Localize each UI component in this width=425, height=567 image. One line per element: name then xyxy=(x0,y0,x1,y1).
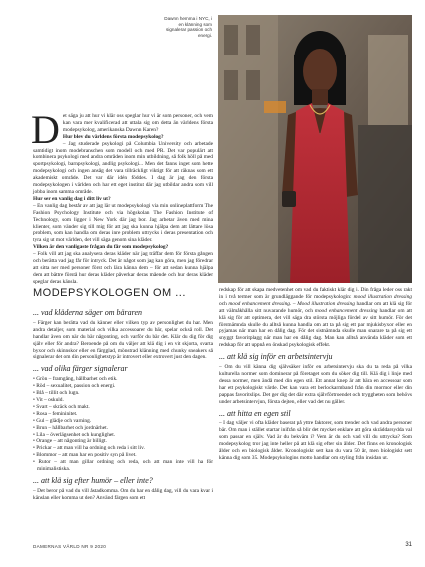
paragraph-clothes-say: – Färger kan berätta vad du känner eller vilken typ av personlighet du har. Men andra detaljer, som material och vilka accessoarer du bär, spelar också roll. Det handlar även om när du bär någonting, och varför du bär det. Klär du dig för dig själv eller för andra? Beroende på om du väljer att klä dig i en vit skjorta, svarta byxor och skinnskor eller en färgglad, mönstrad klänning med chunky sneakers så signalerar det om din personlighetstyp är introvert eller extrovert just den dagen. xyxy=(33,319,213,361)
photo-caption: Dawnn hemma i NYC, i en klänning som signalerar passion och energi. xyxy=(164,16,212,38)
color-item: • Rutor – att man gillar ordning och reda, och att man inte vill ha för minimalistiska. xyxy=(33,459,213,473)
left-column xyxy=(33,305,213,502)
drop-cap: D xyxy=(31,107,60,152)
color-item: • Orange – att någonting är billigt. xyxy=(33,438,107,445)
question-2: Hur ser en vanlig dag i ditt liv ut? xyxy=(33,195,111,202)
paragraph-own-style: – I dag väljer vi ofta kläder baserat på yttre faktorer, som trender och vad andra personer bär. Om man i stället startar inifrån så blir det mycket enklare att göra skräddarsydda val som passar en själv. Vad är du bekväm i? Vem är du och vad vill du uttrycka? Som modepsykolog tror jag inte heller på att klä sig efter sin ålder. Det finns en kronologisk ålder och en biologisk ålder. Kronologiskt sett kan du vara 50 år, men biologiskt sett känna dig som 35. Modepsykologins motto handlar om styling från insidan ut. xyxy=(219,420,412,461)
color-item: • Svart – skräck och makt. xyxy=(33,403,90,410)
intro-interview xyxy=(31,107,213,286)
question-3: Vilken är den vanligaste frågan du får som modepsykolog? xyxy=(33,244,169,251)
answer-1: – Jag studerade psykologi på Columbia University och arbetade samtidigt inom modebranschen som modell och med PR. Det var populärt att kombinera psykologi med andra områden inom min utbildning, så folk höll på med sportpsykologi, barnpsykologi, andlig psykologi... Men det fanns inget som hette modepsykologi och ingen ansåg det vara tillräckligt viktigt för att räknas som ett akademiskt område. Det var där idén föddes. I dag är jag den första modepsykologen i världen och har ett eget institut där jag utbildar andra som vill jobba inom samma område. xyxy=(33,140,213,195)
color-item: • Grön – framgång, hållbarhet och etik. xyxy=(33,376,118,383)
color-item: • Vit – oskuld. xyxy=(33,396,64,403)
color-item: • Blommor – att man har en positiv syn på livet. xyxy=(33,452,137,459)
portrait-illustration xyxy=(218,15,412,283)
paragraph-mood: – Det beror på vad du vill åstadkomma. Om du har en dålig dag, vill du vara kvar i känslan eller komma ut den? Använd färgen som ett xyxy=(33,487,213,501)
right-column xyxy=(219,287,412,462)
portrait-photo xyxy=(218,15,412,283)
subhead-interview: ... att klä sig inför en arbetsintervju xyxy=(219,352,333,362)
section-title: MODEPSYKOLOGEN OM ... xyxy=(33,287,186,299)
question-1: Hur blev du världens första modepsykolog? xyxy=(62,133,164,140)
paragraph-interview: – Om du vill känna dig självsäker inför en arbetsintervju ska du ta reda på vilka kulturella normer som dominerar på företaget som du söker dig till. Klä dig i linje med dessa normer, men ändå med din egen stil. Ett annat knep är att bära en accessoar som har ett psykologiskt värde. Det kan vara ett berlockarmband från din mormor eller din pappas favoritslips. Det ger dig det där extra självförtroendet och tryggheten som behövs under arbetsintervjun, första dejten, eller vad det nu gäller. xyxy=(219,364,412,405)
color-item: • Brun – hållbarhet och jordnärhet. xyxy=(33,424,108,431)
subhead-mood: ... att klä sig efter humör – eller inte? xyxy=(33,475,153,485)
subhead-colors: ... vad olika färger signalerar xyxy=(33,364,128,374)
color-list xyxy=(33,376,213,473)
subhead-own-style: ... att hitta en egen stil xyxy=(219,408,291,418)
paragraph-mood-dressing: redskap för att skapa medvetenhet om vad du faktiskt klär dig i. Din fråga leder oss rakt in i två termer som är grundläggande för modepsykologin: mood illustration dressing och mood enhancement dressing. – Mood illustration dressing handlar om att klä sig för att välmåkhålla sitt nuvarande humör, och mood enhancement dressing handlar om att klä sig för att optimera, det vill säga dra största möjliga fördel av sitt humör. För det förstnämnda skulle du alltså kunna handla om att ta på sig ett par mjukisbyxor eller en pyjamas när man har en dålig dag. För det sistnämnda skulle man snarare ta på sig ett snyggt favoritplagg när man har en dålig dag. Man kan alltså använda kläder som ett redskap för att uppnå en önskad psykologisk effekt. xyxy=(219,287,412,349)
color-item: • Rosa – femininitet. xyxy=(33,410,78,417)
color-item: • Prickar – att man vill ha ordning och reda i sitt liv. xyxy=(33,445,145,452)
answer-2: – En vanlig dag består av att jag lär ut modepsykologi via min onlineplattform The Fashion Psychology Institute och via högskolan The Fashion Institute of Technology, som ligger i New York där jag bor. Jag arbetar även med mina klienter, som vänder sig till mig för att jag ska kunna hjälpa dem att lättare lösa problem, som kan handla om deras inre problem uttrycks i deras presentation och tyra sig ut mot världen, det vill säga genom sina kläder. xyxy=(33,202,213,244)
color-item: • Gul – glädje och varning. xyxy=(33,417,92,424)
subhead-clothes-say: ... vad kläderna säger om bäraren xyxy=(33,308,143,317)
page-number: 31 xyxy=(405,542,412,548)
color-item: • Röd – sexualitet, passion och energi. xyxy=(33,383,116,390)
intro-paragraph: et säga ju att hur vi klär oss speglar hur vi är som personer, och vem kan vara mer kvalificerad att uttala sig om detta än världens första modepsykolog, amerikanska Dawnn Karen? xyxy=(62,113,213,133)
color-item: • Blå – tillit och lugn. xyxy=(33,390,80,397)
magazine-footer: DAMERNAS VÄRLD NR 9 2020 xyxy=(33,544,107,549)
answer-3: – Folk vill att jag ska analysera deras kläder när jag träffar dem för första gången och berätta vad jag får för intryck. Det är något som jag kan göra, men jag föredrar att sitta ner med personer först och lära känna dem – för att sedan kunna hjälpa dem att bättre förstå hur deras kläder påverkar deras mående och hur deras kläder speglar deras känsla. xyxy=(33,251,213,285)
color-item: • Lila – överlägsenhet och kunglighet. xyxy=(33,431,116,438)
